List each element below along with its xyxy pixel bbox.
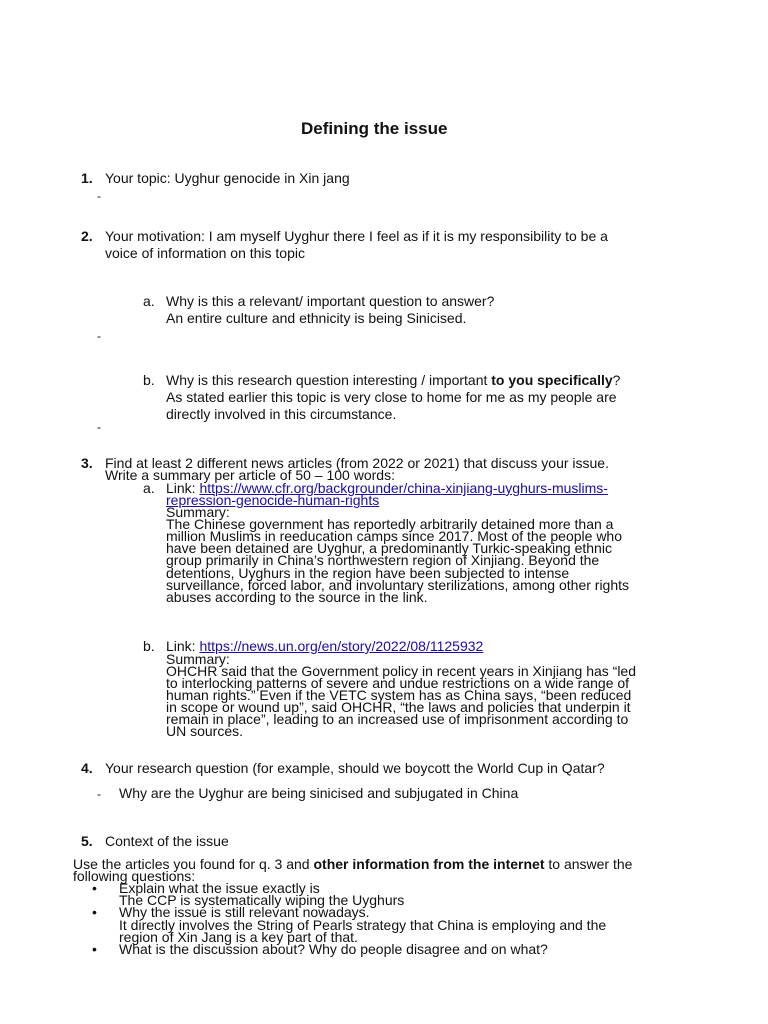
- q5-bullet-question: Why the issue is still relevant nowadays.: [119, 904, 370, 920]
- q5-number: 5.: [81, 833, 93, 849]
- q1-topic: Your topic: Uyghur genocide in Xin jang: [105, 170, 350, 186]
- q2-line2: voice of information on this topic: [105, 245, 305, 261]
- q3-line2: Write a summary per article of 50 – 100 words:: [105, 467, 395, 483]
- q4-dash: -: [97, 787, 101, 801]
- q3a-summary-line: have been detained are Uyghur, a predominantly Turkic-speaking ethnic: [166, 540, 612, 556]
- q2b-dash: -: [97, 420, 101, 434]
- q5-bullet-question: What is the discussion about? Why do people disagree and on what?: [119, 941, 548, 957]
- q3a-summary-line: million Muslims in reeducation camps since 2017. Most of the people who: [166, 528, 623, 544]
- q3a-link-label: Link:: [166, 480, 200, 496]
- q5-bullet-answer: It directly involves the String of Pearls strategy that China is employing and the: [119, 917, 607, 933]
- bullet-icon: •: [92, 880, 97, 896]
- q4-question: Your research question (for example, should we boycott the World Cup in Qatar?: [105, 760, 605, 776]
- q1-dash: -: [97, 189, 101, 203]
- q5-bullet-answer: region of Xin Jang is a key part of that.: [119, 929, 358, 945]
- q3b-marker: b.: [143, 638, 155, 654]
- q3b-summary-line: UN sources.: [166, 723, 244, 739]
- q3-line1: Find at least 2 different news articles (from 2022 or 2021) that discuss your issue.: [105, 455, 609, 471]
- q2a-question: Why is this a relevant/ important question to answer?: [166, 293, 495, 309]
- q5-bullet-question: Explain what the issue exactly is: [119, 880, 320, 896]
- q3a-link-line2[interactable]: repression-genocide-human-rights: [166, 492, 380, 508]
- q3a-summary-line: group primarily in China’s northwestern region of Xinjiang. Beyond the: [166, 552, 600, 568]
- q2b-question-pre: Why is this research question interesting / important: [166, 372, 492, 388]
- bullet-icon: •: [92, 941, 97, 957]
- q2a-answer: An entire culture and ethnicity is being Sinicised.: [166, 310, 467, 326]
- q5-bullet-answer: The CCP is systematically wiping the Uyghurs: [119, 892, 405, 908]
- q3a-link[interactable]: https://www.cfr.org/backgrounder/china-xinjiang-uyghurs-muslims-: [199, 480, 608, 496]
- q2b-question: [166, 372, 620, 389]
- q2-number: 2.: [81, 228, 93, 244]
- q5-intro-post: to answer the: [544, 856, 633, 872]
- q2b-marker: b.: [143, 372, 155, 388]
- q3a-summary-line: abuses according to the source in the link.: [166, 589, 428, 605]
- q3b-link-label: Link:: [166, 638, 200, 654]
- q2-line1: Your motivation: I am myself Uyghur there I feel as if it is my responsibility to be a: [105, 228, 608, 244]
- q3a-summary-line: surveillance, forced labor, and involuntary sterilizations, among other rights: [166, 577, 630, 593]
- q2a-marker: a.: [143, 293, 155, 309]
- q4-answer: Why are the Uyghur are being sinicised and subjugated in China: [119, 785, 519, 801]
- q5-intro-pre: Use the articles you found for q. 3 and: [73, 856, 314, 872]
- q3a-summary-line: detentions, Uyghurs in the region have been subjected to intense: [166, 565, 570, 581]
- q2b-question-bold: to you specifically: [491, 372, 613, 388]
- q5-intro-bold: other information from the internet: [313, 856, 545, 872]
- q2b-answer-line2: directly involved in this circumstance.: [166, 406, 397, 422]
- q3a-summary-line: The Chinese government has reportedly arbitrarily detained more than a: [166, 516, 614, 532]
- q1-number: 1.: [81, 170, 93, 186]
- q3b-link[interactable]: https://news.un.org/en/story/2022/08/1125932: [199, 638, 484, 654]
- q2a-dash: -: [97, 329, 101, 343]
- q5-title: Context of the issue: [105, 833, 229, 849]
- page-title: Defining the issue: [301, 119, 448, 138]
- q3b-summary-line: OHCHR said that the Government policy in recent years in Xinjiang has “led: [166, 663, 636, 679]
- q2b-answer-line1: As stated earlier this topic is very close to home for me as my people are: [166, 389, 617, 405]
- q3b-summary-line: in scope or wound up”, said OHCHR, “the laws and policies that underpin it: [166, 699, 631, 715]
- q3-number: 3.: [81, 455, 93, 471]
- q3b-summary-line: human rights.” Even if the VETC system has as China says, “been reduced: [166, 687, 632, 703]
- q3a-marker: a.: [143, 480, 155, 496]
- q4-number: 4.: [81, 760, 93, 776]
- q3b-summary-line: remain in place”, leading to an increased use of imprisonment according to: [166, 711, 629, 727]
- bullet-icon: •: [92, 904, 97, 920]
- q5-intro-line2: following questions:: [73, 868, 196, 884]
- q3b-summary-label: Summary:: [166, 651, 230, 667]
- q3b-summary-line: to interlocking patterns of severe and undue restrictions on a wide range of: [166, 675, 630, 691]
- q2b-question-post: ?: [612, 372, 621, 388]
- q3a-summary-label: Summary:: [166, 504, 230, 520]
